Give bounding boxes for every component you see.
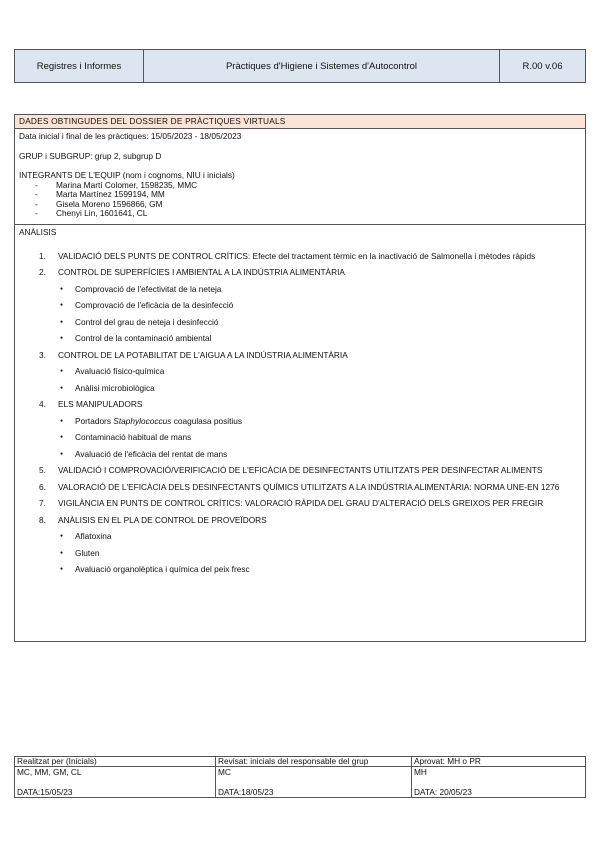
analysis-item-text: ANÀLISIS EN EL PLA DE CONTROL DE PROVEÏDORS xyxy=(58,514,267,525)
reviewed-date: DATA:18/05/23 xyxy=(218,787,274,797)
analysis-item-number: 7. xyxy=(39,498,46,508)
analysis-item xyxy=(15,483,585,493)
analysis-subitem: ● Aflatoxina xyxy=(58,532,567,542)
analysis-subitem-list xyxy=(58,367,567,393)
approved-by-label: Aprovat: MH o PR xyxy=(412,757,586,767)
analysis-subitem: ● Avaluació organolèptica i química del peix fresc xyxy=(58,565,567,575)
analysis-item xyxy=(15,400,585,459)
made-by-cell xyxy=(15,767,216,798)
info-cell xyxy=(15,129,585,225)
analysis-item-number: 1. xyxy=(39,250,46,261)
analysis-item-text: CONTROL DE LA POTABILITAT DE L'AIGUA A LA INDÚSTRIA ALIMENTÀRIA xyxy=(58,349,348,360)
document-header-table xyxy=(14,49,586,83)
made-by-value: MC, MM, GM, CL xyxy=(17,767,82,777)
analysis-item-text: VIGILÀNCIA EN PUNTS DE CONTROL CRÍTICS: VALORACIÓ RÀPIDA DEL GRAU D'ALTERACIÓ DELS GREIXOS PER FREGIR xyxy=(58,498,544,508)
analysis-subitem: ● Anàlisi microbiològica xyxy=(58,384,567,394)
approved-by-value: MH xyxy=(414,767,427,777)
analysis-item-number: 4. xyxy=(39,399,46,409)
approved-by-cell xyxy=(412,767,586,798)
group-subgroup: GRUP i SUBGRUP: grup 2, subgrup D xyxy=(19,150,162,161)
analysis-item-text: VALIDACIÓ DELS PUNTS DE CONTROL CRÍTICS: Efecte del tractament tèrmic en la inactivació de Salmonella i mètodes ràpids xyxy=(58,250,536,261)
approval-table xyxy=(14,756,586,798)
practice-data-table xyxy=(14,114,586,642)
team-members-list xyxy=(19,181,581,219)
analysis-title: ANÀLISIS xyxy=(19,226,57,237)
section-title: DADES OBTINGUDES DEL DOSSIER DE PRÀCTIQUES VIRTUALS xyxy=(15,115,585,129)
analysis-item-number: 3. xyxy=(39,349,46,360)
analysis-item-number: 2. xyxy=(39,267,46,277)
team-member: - Chenyi Lin, 1601641, CL xyxy=(19,209,581,219)
analysis-item-number: 8. xyxy=(39,514,46,525)
header-version-cell: R.00 v.06 xyxy=(500,50,585,82)
analysis-list xyxy=(15,252,585,575)
analysis-item-number: 6. xyxy=(39,481,46,492)
made-by-label: Realitzat per (Inicials) xyxy=(15,757,216,767)
team-member: - Marta Martínez 1599194, MM xyxy=(19,190,581,200)
reviewed-by-label: Revisat: inicials del responsable del grup xyxy=(216,757,412,767)
analysis-subitem: ● Control de la contaminació ambiental xyxy=(58,334,567,344)
analysis-subitem: ● Gluten xyxy=(58,549,567,559)
analysis-subitem: ● Portadors Staphylococcus coagulasa positius xyxy=(58,417,567,427)
analysis-subitem: ● Contaminació habitual de mans xyxy=(58,433,567,443)
analysis-item xyxy=(15,466,585,476)
team-label: INTEGRANTS DE L'EQUIP (nom i cognoms, NIU i inicials) xyxy=(19,170,235,180)
analysis-item-number: 5. xyxy=(39,465,46,475)
analysis-item xyxy=(15,351,585,394)
analysis-subitem: ● Comprovació de l'eficàcia de la desinfecció xyxy=(58,301,567,311)
analysis-subitem-list xyxy=(58,532,567,575)
practice-dates: Data inicial i final de les pràctiques: 15/05/2023 - 18/05/2023 xyxy=(19,131,242,141)
analysis-subitem: ● Control del grau de neteja i desinfecció xyxy=(58,318,567,328)
reviewed-by-value: MC xyxy=(218,767,231,777)
analysis-subitem: ● Avaluació de l'eficàcia del rentat de mans xyxy=(58,450,567,460)
header-title-cell: Pràctiques d'Higiene i Sistemes d'Autocontrol xyxy=(144,50,500,82)
analysis-item-text: ELS MANIPULADORS xyxy=(58,399,143,409)
team-member: - Gisela Moreno 1596866, GM xyxy=(19,200,581,210)
analysis-item-text: VALIDACIÓ I COMPROVACIÓ/VERIFICACIÓ DE L'EFICÀCIA DE DESINFECTANTS UTILITZATS PER DESINFECTAR ALIMENTS xyxy=(58,465,543,475)
approved-date: DATA: 20/05/23 xyxy=(414,787,472,797)
analysis-item xyxy=(15,252,585,262)
analysis-subitem-list xyxy=(58,285,567,344)
made-date: DATA:15/05/23 xyxy=(17,787,73,797)
team-member: - Marina Martí Colomer, 1598235, MMC xyxy=(19,181,581,191)
analysis-item-text: CONTROL DE SUPERFÍCIES I AMBIENTAL A LA INDÚSTRIA ALIMENTÀRIA xyxy=(58,267,345,277)
analysis-item xyxy=(15,499,585,509)
analysis-subitem: ● Comprovació de l'efectivitat de la neteja xyxy=(58,285,567,295)
analysis-subitem: ● Avaluació físico-química xyxy=(58,367,567,377)
analysis-item xyxy=(15,268,585,344)
analysis-item-text: VALORACIÓ DE L'EFICÀCIA DELS DESINFECTANTS QUÍMICS UTILITZATS A LA INDÚSTRIA ALIMENTÀRIA: NORMA UNE-EN 1276 xyxy=(58,481,560,492)
reviewed-by-cell xyxy=(216,767,412,798)
header-registry-cell: Registres i Informes xyxy=(15,50,144,82)
analysis-subitem-list xyxy=(58,417,567,460)
analysis-item xyxy=(15,516,585,575)
